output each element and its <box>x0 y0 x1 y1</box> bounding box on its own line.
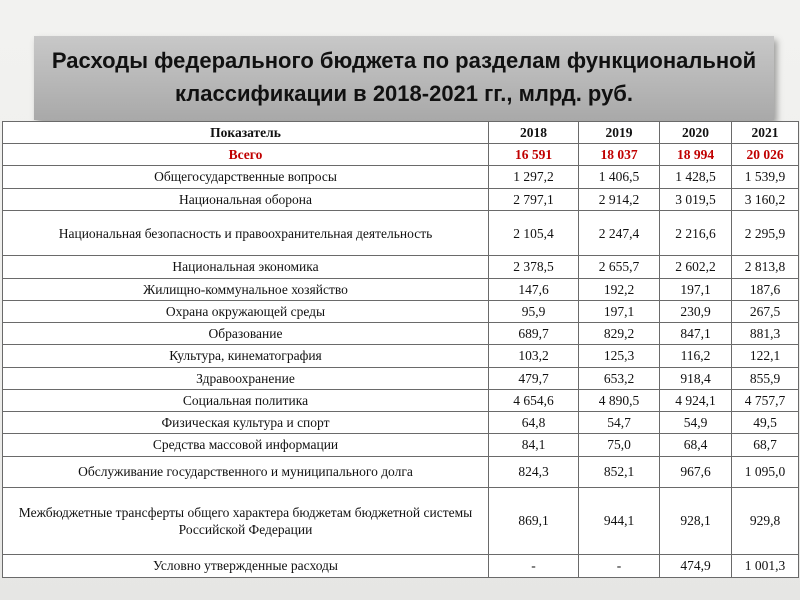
cell-2020: 2 216,6 <box>660 210 732 256</box>
cell-2020: 918,4 <box>660 367 732 389</box>
row-label: Жилищно-коммунальное хозяйство <box>3 278 489 300</box>
cell-2019: 192,2 <box>579 278 660 300</box>
cell-2018: 84,1 <box>489 434 579 456</box>
row-label: Общегосударственные вопросы <box>3 166 489 188</box>
header-indicator: Показатель <box>3 122 489 144</box>
cell-2021: 1 001,3 <box>732 554 799 577</box>
cell-2021: 855,9 <box>732 367 799 389</box>
row-label: Национальная экономика <box>3 256 489 278</box>
table-row <box>3 367 799 389</box>
table-row <box>3 300 799 322</box>
cell-2021: 3 160,2 <box>732 188 799 210</box>
table-row <box>3 487 799 554</box>
table-header-row <box>3 122 799 144</box>
cell-2019: 944,1 <box>579 487 660 554</box>
table-row <box>3 323 799 345</box>
cell-2018: 2 797,1 <box>489 188 579 210</box>
cell-2018: 147,6 <box>489 278 579 300</box>
table-row <box>3 256 799 278</box>
title-line-2: классификации в 2018-2021 гг., млрд. руб. <box>174 81 634 106</box>
cell-2020: 928,1 <box>660 487 732 554</box>
cell-2019: 653,2 <box>579 367 660 389</box>
cell-2021: 881,3 <box>732 323 799 345</box>
slide-title <box>34 44 774 110</box>
cell-2019: 125,3 <box>579 345 660 367</box>
cell-2021: 187,6 <box>732 278 799 300</box>
table-row <box>3 166 799 188</box>
table-row <box>3 210 799 256</box>
cell-2018: 689,7 <box>489 323 579 345</box>
cell-2018: 869,1 <box>489 487 579 554</box>
row-label: Обслуживание государственного и муниципального долга <box>3 456 489 487</box>
row-label: Всего <box>3 144 489 166</box>
cell-2021: 267,5 <box>732 300 799 322</box>
cell-2019: 852,1 <box>579 456 660 487</box>
cell-2018: 2 378,5 <box>489 256 579 278</box>
cell-2019: 1 406,5 <box>579 166 660 188</box>
cell-2021: 68,7 <box>732 434 799 456</box>
row-label: Средства массовой информации <box>3 434 489 456</box>
table-row <box>3 456 799 487</box>
cell-2019: 75,0 <box>579 434 660 456</box>
cell-2019: 197,1 <box>579 300 660 322</box>
cell-2019: 54,7 <box>579 412 660 434</box>
header-2020: 2020 <box>660 122 732 144</box>
title-box <box>34 36 774 120</box>
cell-2020: 4 924,1 <box>660 389 732 411</box>
header-2018: 2018 <box>489 122 579 144</box>
cell-2020: 54,9 <box>660 412 732 434</box>
cell-2020: 18 994 <box>660 144 732 166</box>
table-row <box>3 188 799 210</box>
cell-2020: 474,9 <box>660 554 732 577</box>
table-row <box>3 278 799 300</box>
cell-2020: 230,9 <box>660 300 732 322</box>
cell-2018: 95,9 <box>489 300 579 322</box>
table-row <box>3 434 799 456</box>
cell-2019: 2 655,7 <box>579 256 660 278</box>
cell-2019: - <box>579 554 660 577</box>
cell-2018: 2 105,4 <box>489 210 579 256</box>
cell-2018: - <box>489 554 579 577</box>
row-label: Охрана окружающей среды <box>3 300 489 322</box>
cell-2020: 116,2 <box>660 345 732 367</box>
row-label: Социальная политика <box>3 389 489 411</box>
table-row <box>3 554 799 577</box>
cell-2021: 929,8 <box>732 487 799 554</box>
cell-2019: 2 247,4 <box>579 210 660 256</box>
title-line-1: Расходы федерального бюджета по разделам функциональной <box>51 48 757 73</box>
cell-2018: 1 297,2 <box>489 166 579 188</box>
cell-2020: 847,1 <box>660 323 732 345</box>
cell-2018: 103,2 <box>489 345 579 367</box>
cell-2021: 4 757,7 <box>732 389 799 411</box>
cell-2021: 1 539,9 <box>732 166 799 188</box>
cell-2020: 967,6 <box>660 456 732 487</box>
cell-2019: 2 914,2 <box>579 188 660 210</box>
cell-2021: 20 026 <box>732 144 799 166</box>
row-label: Культура, кинематография <box>3 345 489 367</box>
table-row <box>3 389 799 411</box>
cell-2021: 122,1 <box>732 345 799 367</box>
cell-2020: 2 602,2 <box>660 256 732 278</box>
header-2021: 2021 <box>732 122 799 144</box>
cell-2018: 824,3 <box>489 456 579 487</box>
table-row <box>3 412 799 434</box>
cell-2021: 2 295,9 <box>732 210 799 256</box>
row-label: Физическая культура и спорт <box>3 412 489 434</box>
cell-2019: 18 037 <box>579 144 660 166</box>
row-label: Межбюджетные трансферты общего характера бюджетам бюджетной системы Российской Федерации <box>3 487 489 554</box>
cell-2020: 197,1 <box>660 278 732 300</box>
table-row <box>3 345 799 367</box>
row-label: Образование <box>3 323 489 345</box>
table-row-total <box>3 144 799 166</box>
row-label: Здравоохранение <box>3 367 489 389</box>
cell-2021: 49,5 <box>732 412 799 434</box>
cell-2021: 1 095,0 <box>732 456 799 487</box>
cell-2018: 4 654,6 <box>489 389 579 411</box>
header-2019: 2019 <box>579 122 660 144</box>
cell-2020: 68,4 <box>660 434 732 456</box>
row-label: Национальная безопасность и правоохранительная деятельность <box>3 210 489 256</box>
row-label: Национальная оборона <box>3 188 489 210</box>
cell-2019: 4 890,5 <box>579 389 660 411</box>
budget-table <box>2 121 799 578</box>
cell-2020: 1 428,5 <box>660 166 732 188</box>
cell-2018: 16 591 <box>489 144 579 166</box>
cell-2019: 829,2 <box>579 323 660 345</box>
cell-2020: 3 019,5 <box>660 188 732 210</box>
cell-2018: 64,8 <box>489 412 579 434</box>
row-label: Условно утвержденные расходы <box>3 554 489 577</box>
cell-2021: 2 813,8 <box>732 256 799 278</box>
cell-2018: 479,7 <box>489 367 579 389</box>
